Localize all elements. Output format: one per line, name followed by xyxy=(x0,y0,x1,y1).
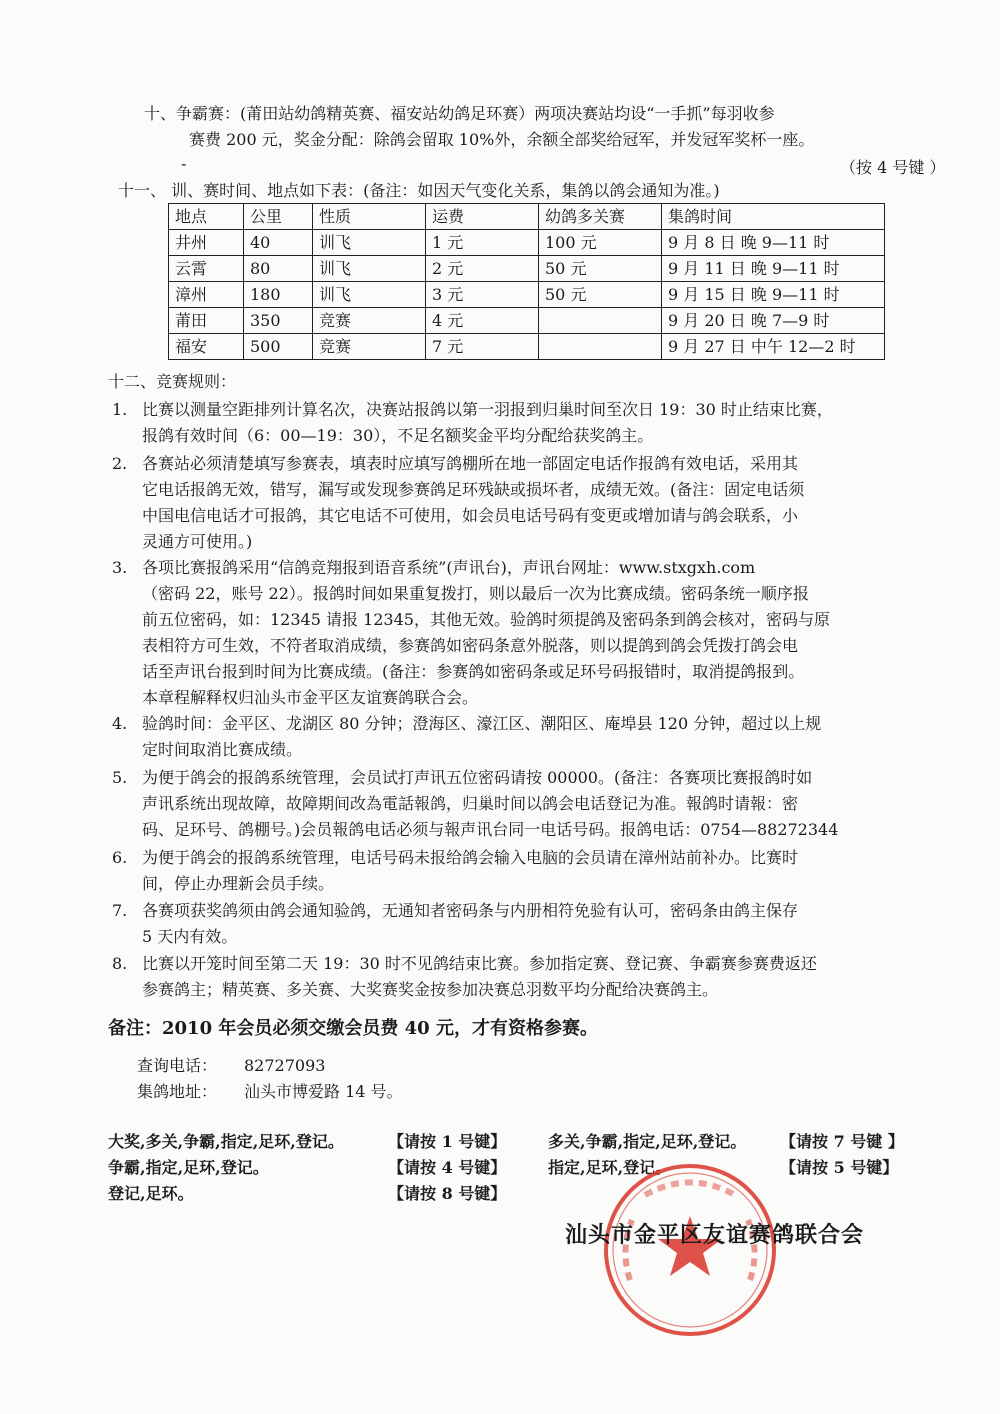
rule-line: 定时间取消比赛成绩。 xyxy=(142,740,303,759)
cell-location: 云霄 xyxy=(169,256,244,282)
cell-fee: 3 元 xyxy=(426,282,539,308)
rule-number: 3. xyxy=(112,558,128,577)
header-distance: 公里 xyxy=(244,204,313,230)
rule-body xyxy=(142,765,838,843)
rule-line: 话至声讯台报到时间为比赛成绩。(备注：参赛鸽如密码条或足环号码报错时，取消提鸽报到。 xyxy=(142,662,805,681)
rule-line: 各赛站必须清楚填写参赛表，填表时应填写鸽棚所在地一部固定电话作报鸽有效电话，采用其 xyxy=(142,454,799,473)
rule-line: 各项比赛报鸽采用“信鸽竞翔报到语音系统”(声讯台)，声讯台网址：www.stxgxh.com xyxy=(142,558,756,577)
cell-distance: 80 xyxy=(244,256,313,282)
cell-distance: 350 xyxy=(244,308,313,334)
cell-type: 训飞 xyxy=(313,256,426,282)
rule-number: 8. xyxy=(112,954,128,973)
rule-line: 灵通方可使用。) xyxy=(142,532,253,551)
key-option-8: 登记,足环。 xyxy=(108,1184,194,1203)
cell-distance: 180 xyxy=(244,282,313,308)
key-option-1: 大奖,多关,争霸,指定,足环,登记。 xyxy=(108,1132,344,1151)
cell-fee: 1 元 xyxy=(426,230,539,256)
section11-title: 十一、 训、赛时间、地点如下表：(备注：如因天气变化关系，集鸽以鸽会通知为准。) xyxy=(118,181,720,200)
membership-note: 备注：2010 年会员必须交缴会员费 40 元，才有资格参赛。 xyxy=(108,1018,598,1039)
rule-body xyxy=(142,555,830,711)
rule-line: 表相符方可生效，不符者取消成绩，参赛鸽如密码条意外脱落，则以提鸽到鸽会凭拨打鸽会电 xyxy=(142,636,799,655)
cell-location: 福安 xyxy=(169,334,244,360)
header-location: 地点 xyxy=(169,204,244,230)
rule-line: 本章程解释权归汕头市金平区友谊赛鸽联合会。 xyxy=(142,688,479,707)
schedule-header-row xyxy=(169,204,885,230)
cell-multi-race: 50 元 xyxy=(539,282,662,308)
rule-line: 它电话报鸽无效，错写，漏写或发现参赛鸽足环残缺或损坏者，成绩无效。(备注：固定电话须 xyxy=(142,480,805,499)
contact-address: 汕头市博爱路 14 号。 xyxy=(244,1082,403,1101)
rule-line: 前五位密码，如：12345 请报 12345，其他无效。验鸽时须提鸽及密码条到鸽会核对，密码与原 xyxy=(142,610,830,629)
organization-signature: 汕头市金平区友谊赛鸽联合会 xyxy=(565,1223,865,1248)
official-seal xyxy=(600,1160,780,1340)
cell-location: 漳州 xyxy=(169,282,244,308)
rule-line: 为便于鸽会的报鸽系统管理，电话号码未报给鸽会输入电脑的会员请在漳州站前补办。比赛时 xyxy=(142,848,799,867)
cell-multi-race xyxy=(539,308,662,334)
cell-collect-time: 9 月 8 日 晚 9—11 时 xyxy=(662,230,885,256)
rule-body xyxy=(142,397,833,449)
key-option-1-key: 【请按 1 号键】 xyxy=(388,1132,507,1151)
section10-line1: 十、争霸赛：(莆田站幼鸽精英赛、福安站幼鸽足环赛）两项决赛站均设“一手抓”每羽收参 xyxy=(144,104,775,123)
cell-fee: 2 元 xyxy=(426,256,539,282)
table-row xyxy=(169,230,885,256)
header-multi-race: 幼鸽多关赛 xyxy=(539,204,662,230)
cell-multi-race xyxy=(539,334,662,360)
header-type: 性质 xyxy=(313,204,426,230)
rule-line: 报鸽有效时间（6：00—19：30），不足名额奖金平均分配给获奖鸽主。 xyxy=(142,426,654,445)
key-option-7: 多关,争霸,指定,足环,登记。 xyxy=(548,1132,747,1151)
rule-number: 7. xyxy=(112,901,128,920)
rule-body xyxy=(142,951,817,1003)
contact-phone-label: 查询电话： xyxy=(137,1056,218,1075)
cell-fee: 4 元 xyxy=(426,308,539,334)
header-collect-time: 集鸽时间 xyxy=(662,204,885,230)
table-row xyxy=(169,256,885,282)
cell-type: 竞赛 xyxy=(313,308,426,334)
header-fee: 运费 xyxy=(426,204,539,230)
table-row xyxy=(169,282,885,308)
rule-number: 6. xyxy=(112,848,128,867)
rule-number: 4. xyxy=(112,714,128,733)
rule-line: （密码 22，账号 22）。报鸽时间如果重复拨打，则以最后一次为比赛成绩。密码条统一顺序报 xyxy=(142,584,809,603)
section10-key-hint: （按 4 号键 ） xyxy=(840,158,946,177)
cell-location: 莆田 xyxy=(169,308,244,334)
rule-line: 为便于鸽会的报鸽系统管理，会员试打声讯五位密码请按 00000。(备注：各赛项比赛报鸽时如 xyxy=(142,768,813,787)
cell-collect-time: 9 月 20 日 晚 7—9 时 xyxy=(662,308,885,334)
cell-type: 训飞 xyxy=(313,230,426,256)
cell-type: 训飞 xyxy=(313,282,426,308)
rule-body xyxy=(142,898,798,950)
cell-collect-time: 9 月 27 日 中午 12—2 时 xyxy=(662,334,885,360)
key-option-8-key: 【请按 8 号键】 xyxy=(388,1184,507,1203)
cell-collect-time: 9 月 11 日 晚 9—11 时 xyxy=(662,256,885,282)
rule-number: 1. xyxy=(112,400,128,419)
cell-fee: 7 元 xyxy=(426,334,539,360)
key-option-5-key: 【请按 5 号键】 xyxy=(780,1158,899,1177)
rule-line: 中国电信电话才可报鸽，其它电话不可使用，如会员电话号码有变更或增加请与鸽会联系，小 xyxy=(142,506,799,525)
key-option-5: 指定,足环,登记。 xyxy=(548,1158,672,1177)
cell-collect-time: 9 月 15 日 晚 9—11 时 xyxy=(662,282,885,308)
rule-line: 参赛鸽主；精英赛、多关赛、大奖赛奖金按参加决赛总羽数平均分配给决赛鸽主。 xyxy=(142,980,719,999)
section10-dash: - xyxy=(181,154,187,173)
contact-address-label: 集鸽地址： xyxy=(137,1082,218,1101)
key-option-4-key: 【请按 4 号键】 xyxy=(388,1158,507,1177)
rule-number: 5. xyxy=(112,768,128,787)
rule-line: 码、足环号、鸽棚号。)会员報鸽电话必须与報声讯台同一电话号码。报鸽电话：0754—88272344 xyxy=(142,820,839,839)
key-option-4: 争霸,指定,足环,登记。 xyxy=(108,1158,269,1177)
rule-number: 2. xyxy=(112,454,128,473)
schedule-table xyxy=(168,203,885,360)
rule-line: 验鸽时间：金平区、龙湖区 80 分钟；澄海区、濠江区、潮阳区、庵埠县 120 分钟，超过以上规 xyxy=(142,714,822,733)
section10-line2: 赛费 200 元，奖金分配：除鸽会留取 10%外，余额全部奖给冠军，并发冠军奖杯一座。 xyxy=(189,130,815,149)
section12-title: 十二、竞赛规则： xyxy=(108,372,237,391)
cell-multi-race: 100 元 xyxy=(539,230,662,256)
key-option-7-key: 【请按 7 号键 】 xyxy=(780,1132,904,1151)
contact-phone: 82727093 xyxy=(244,1056,326,1075)
rule-line: 声讯系统出现故障，故障期间改為電話報鸽，归巢时间以鸽会电话登记为准。報鸽时请報：密 xyxy=(142,794,799,813)
cell-distance: 500 xyxy=(244,334,313,360)
rule-body xyxy=(142,845,798,897)
table-row xyxy=(169,308,885,334)
cell-location: 井州 xyxy=(169,230,244,256)
rule-line: 各赛项获奖鸽须由鸽会通知验鸽，无通知者密码条与内册相符免验有认可，密码条由鸽主保存 xyxy=(142,901,799,920)
rule-line: 间，停止办理新会员手续。 xyxy=(142,874,335,893)
table-row xyxy=(169,334,885,360)
cell-type: 竞赛 xyxy=(313,334,426,360)
rule-body xyxy=(142,451,804,555)
cell-distance: 40 xyxy=(244,230,313,256)
cell-multi-race: 50 元 xyxy=(539,256,662,282)
rule-body xyxy=(142,711,821,763)
rule-line: 比赛以测量空距排列计算名次，决赛站报鸽以第一羽报到归巢时间至次日 19：30 时止结束比赛， xyxy=(142,400,833,419)
rule-line: 5 天内有效。 xyxy=(142,927,238,946)
rule-line: 比赛以开笼时间至第二天 19：30 时不见鸽结束比赛。参加指定赛、登记赛、争霸赛参赛费返还 xyxy=(142,954,817,973)
